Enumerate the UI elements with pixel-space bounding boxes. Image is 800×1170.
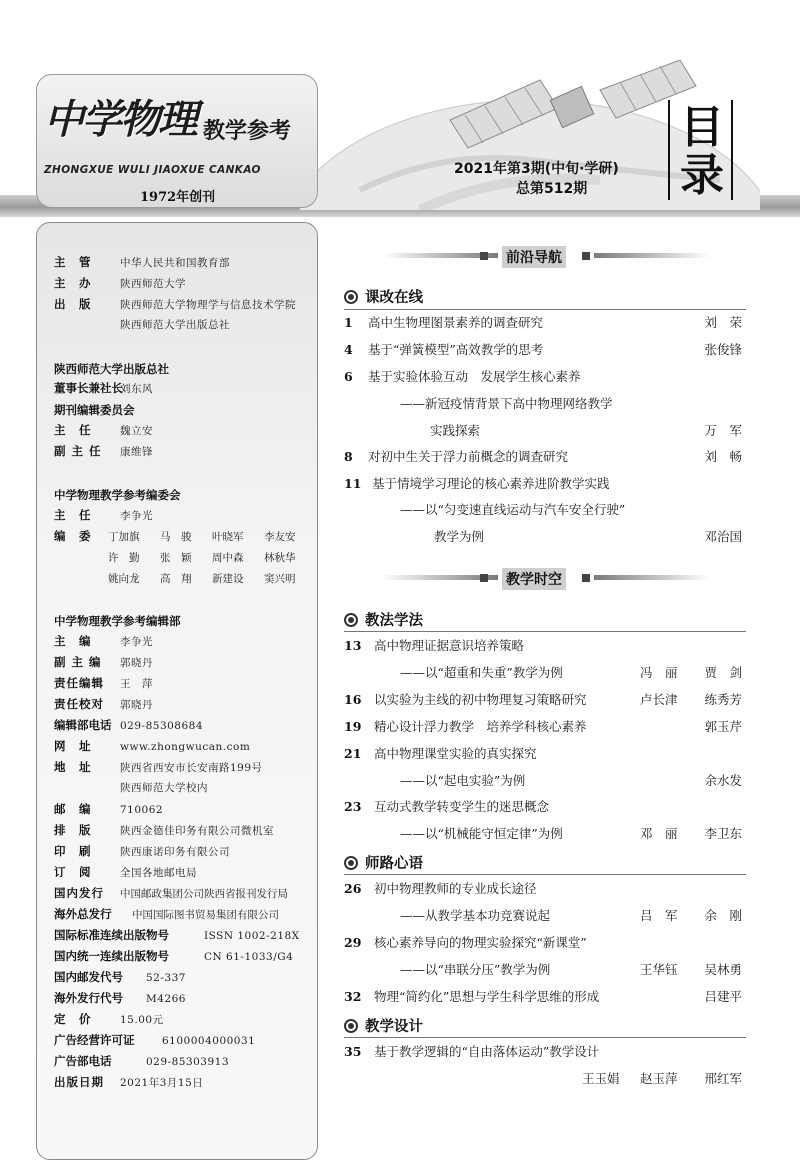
article-author: 郭玉芹 <box>704 719 742 734</box>
banner-square-left <box>480 574 488 582</box>
committee-members-row <box>108 571 316 586</box>
committee-heading: 中学物理教学参考编委会 <box>54 488 181 502</box>
toc-entry-subtitle <box>344 421 746 441</box>
masthead-row <box>54 781 208 795</box>
masthead-value: 郭晓丹 <box>120 657 153 669</box>
section-bullet-icon <box>344 856 358 870</box>
masthead-key: 出 版 <box>54 297 92 311</box>
banner-label: 教学时空 <box>502 568 566 590</box>
toc-title-rule-right <box>731 100 733 200</box>
masthead-key: 主 管 <box>54 255 92 269</box>
masthead-key: 主 办 <box>54 276 92 290</box>
toc-entry-subtitle <box>344 500 746 520</box>
member-name: 丁加旗 <box>108 531 140 543</box>
article-author: 邢红军 <box>704 1071 742 1086</box>
masthead-value: 029-85308684 <box>120 720 204 732</box>
toc-entry[interactable] <box>344 717 746 737</box>
masthead-row <box>54 1054 229 1069</box>
page-number: 6 <box>344 369 353 384</box>
masthead-key: 地 址 <box>54 760 92 774</box>
toc-title-char-1: 目 <box>680 102 724 153</box>
toc-entry-subtitle <box>344 771 746 791</box>
masthead-value: M4266 <box>146 993 186 1005</box>
article-author: 余水发 <box>704 773 742 788</box>
member-name: 张 颖 <box>160 552 192 564</box>
masthead-key: 编辑部电话 <box>54 718 112 732</box>
total-issue-number: 总第512期 <box>516 181 588 197</box>
member-name: 李友安 <box>264 531 296 543</box>
masthead-key: 国内邮发代号 <box>54 970 123 984</box>
article-author: 刘 荣 <box>704 315 742 330</box>
page-number: 23 <box>344 799 362 814</box>
masthead-value: 029-85303913 <box>146 1056 230 1068</box>
page-number: 8 <box>344 449 353 464</box>
article-title: 物理“简约化”思想与学生科学思维的形成 <box>374 989 600 1004</box>
toc-entry[interactable] <box>344 690 746 710</box>
section-divider <box>344 874 746 875</box>
article-author: 练秀芳 <box>704 692 742 707</box>
founded-year: 1972年创刊 <box>140 190 216 205</box>
toc-entry-subtitle <box>344 663 746 683</box>
article-author: 张俊锋 <box>704 342 742 357</box>
toc-entry-subtitle <box>344 960 746 980</box>
member-name: 许 勤 <box>108 552 140 564</box>
banner-label: 前沿导航 <box>502 246 566 268</box>
article-title: 基于情境学习理论的核心素养进阶教学实践 <box>372 476 610 491</box>
masthead-value: 52-337 <box>146 972 186 984</box>
masthead-value: 陕西师范大学物理学与信息技术学院 <box>120 299 296 311</box>
article-author: 冯 丽 <box>640 665 678 680</box>
masthead-row <box>54 655 153 670</box>
masthead-key: 国内发行 <box>54 886 104 900</box>
masthead-key: 海外总发行 <box>54 907 112 921</box>
masthead-value: CN 61-1033/G4 <box>204 951 294 963</box>
article-title: 互动式教学转变学生的迷思概念 <box>374 799 550 814</box>
masthead-row <box>54 739 250 754</box>
article-author: 吕建平 <box>704 989 742 1004</box>
article-author: 刘 畅 <box>704 449 742 464</box>
board-heading: 期刊编辑委员会 <box>54 403 135 417</box>
masthead-row <box>54 676 153 691</box>
section-heading <box>344 286 423 307</box>
article-author: 赵玉萍 <box>640 1071 678 1086</box>
masthead-value: 陕西师范大学出版总社 <box>120 319 230 331</box>
magazine-logo-title: 中学物理 <box>44 96 196 143</box>
section-bullet-icon <box>344 290 358 304</box>
article-author: 万 军 <box>704 423 742 438</box>
article-subtitle: ——以“超重和失重”教学为例 <box>400 665 563 680</box>
member-name: 新建设 <box>212 573 244 585</box>
banner-square-right <box>582 574 590 582</box>
page-number: 1 <box>344 315 353 330</box>
masthead-value: 康维锋 <box>120 446 153 458</box>
masthead-key: 主 任 <box>54 508 92 522</box>
page-number: 35 <box>344 1044 362 1059</box>
masthead-row <box>54 423 153 438</box>
publisher-heading: 陕西师范大学出版总社 <box>54 362 169 376</box>
toc-entry-subtitle <box>344 906 746 926</box>
toc-entry-subtitle <box>344 824 746 844</box>
article-title: 基于教学逻辑的“自由落体运动”教学设计 <box>374 1044 600 1059</box>
article-author: 余 刚 <box>704 908 742 923</box>
masthead-value: 陕西金德佳印务有限公司微机室 <box>120 825 274 837</box>
masthead-value: 6100004000031 <box>162 1035 256 1047</box>
article-title: 基于实验体验互动 发展学生核心素养 <box>368 369 581 384</box>
masthead-value: 陕西省西安市长安南路199号 <box>120 762 263 774</box>
toc-entry-subtitle <box>344 1069 746 1089</box>
masthead-key: 定 价 <box>54 1012 92 1026</box>
article-author: 邓 丽 <box>640 826 678 841</box>
banner-bar-right <box>594 575 710 580</box>
article-author: 吕 军 <box>640 908 678 923</box>
masthead-key: 主 任 <box>54 423 92 437</box>
article-subtitle: ——以“匀变速直线运动与汽车安全行驶” <box>400 502 626 517</box>
toc-entry[interactable] <box>344 340 746 360</box>
masthead-key: 国际标准连续出版物号 <box>54 928 169 942</box>
article-title: 精心设计浮力教学 培养学科核心素养 <box>374 719 587 734</box>
article-title: 基于“弹簧模型”高效教学的思考 <box>368 342 544 357</box>
committee-members-row <box>108 550 316 565</box>
editorial-dept-heading: 中学物理教学参考编辑部 <box>54 614 181 628</box>
masthead-row <box>54 718 203 733</box>
article-author: 贾 剑 <box>704 665 742 680</box>
article-subtitle: ——以“串联分压”教学为例 <box>400 962 551 977</box>
masthead-value: 刘东风 <box>120 383 153 395</box>
article-subtitle: ——以“起电实验”为例 <box>400 773 526 788</box>
toc-entry[interactable] <box>344 987 746 1007</box>
masthead-value: 中华人民共和国教育部 <box>120 257 230 269</box>
section-bullet-icon <box>344 1019 358 1033</box>
section-divider <box>344 631 746 632</box>
toc-entry[interactable] <box>344 797 746 817</box>
masthead-key: 责任编辑 <box>54 676 104 690</box>
masthead-value: 陕西康诺印务有限公司 <box>120 846 230 858</box>
page-number: 29 <box>344 935 362 950</box>
article-subtitle: 教学为例 <box>434 529 485 544</box>
masthead-row <box>54 697 153 712</box>
masthead-row <box>54 970 186 985</box>
toc-entry[interactable] <box>344 879 746 899</box>
member-name: 高 翔 <box>160 573 192 585</box>
masthead-row <box>54 949 293 964</box>
section-title: 教学设计 <box>365 1019 423 1035</box>
masthead-key: 国内统一连续出版物号 <box>54 949 169 963</box>
masthead-key: 主 编 <box>54 634 92 648</box>
page-number: 26 <box>344 881 362 896</box>
masthead-value: 李争光 <box>120 510 153 522</box>
page-number: 21 <box>344 746 362 761</box>
article-subtitle: 实践探索 <box>430 423 481 438</box>
article-author: 李卫东 <box>704 826 742 841</box>
masthead-value: 2021年3月15日 <box>120 1077 204 1089</box>
banner-square-left <box>480 252 488 260</box>
member-name: 姚向龙 <box>108 573 140 585</box>
section-heading <box>344 852 423 873</box>
banner-bar-right <box>594 253 710 258</box>
masthead-value: 李争光 <box>120 636 153 648</box>
article-subtitle: ——新冠疫情背景下高中物理网络教学 <box>400 396 613 411</box>
masthead-row <box>54 1075 203 1090</box>
masthead-key: 副 主 编 <box>54 655 102 669</box>
masthead-row <box>54 381 153 396</box>
masthead-key: 邮 编 <box>54 802 92 816</box>
masthead-key: 编 委 <box>54 529 92 543</box>
masthead-value: 郭晓丹 <box>120 699 153 711</box>
magazine-logo-subtitle: 教学参考 <box>203 119 292 144</box>
toc-entry[interactable] <box>344 474 746 494</box>
masthead-row <box>54 276 186 291</box>
toc-entry-subtitle <box>344 394 746 414</box>
article-title: 对初中生关于浮力前概念的调查研究 <box>368 449 569 464</box>
masthead-row <box>54 297 296 312</box>
masthead-row <box>54 1033 255 1048</box>
masthead-value: 魏立安 <box>120 425 153 437</box>
masthead-row <box>54 802 163 817</box>
masthead-row <box>54 823 274 838</box>
magazine-pinyin-name: ZHONGXUE WULI JIAOXUE CANKAO <box>44 164 261 176</box>
toc-entry-subtitle <box>344 527 746 547</box>
masthead-row <box>54 865 197 880</box>
masthead-row <box>54 1012 164 1027</box>
toc-entry[interactable] <box>344 636 746 656</box>
masthead-row <box>54 255 230 270</box>
article-title: 高中物理证据意识培养策略 <box>374 638 525 653</box>
toc-title <box>678 104 726 200</box>
article-title: 高中生物理图景素养的调查研究 <box>368 315 544 330</box>
section-title: 教法学法 <box>365 613 423 629</box>
masthead-key: 网 址 <box>54 739 92 753</box>
banner-square-right <box>582 252 590 260</box>
toc-title-char-2: 录 <box>680 150 724 201</box>
toc-entry[interactable] <box>344 367 746 387</box>
toc-entry[interactable] <box>344 933 746 953</box>
section-bullet-icon <box>344 613 358 627</box>
masthead-key: 副 主 任 <box>54 444 102 458</box>
committee-members-row <box>108 529 316 544</box>
masthead-row <box>54 634 153 649</box>
masthead-key: 广告经营许可证 <box>54 1033 135 1047</box>
article-subtitle: ——以“机械能守恒定律”为例 <box>400 826 563 841</box>
masthead-value: 王 萍 <box>120 678 153 690</box>
masthead-key: 订 阅 <box>54 865 92 879</box>
toc-entry[interactable] <box>344 1042 746 1062</box>
member-name: 林秋华 <box>264 552 296 564</box>
masthead-key: 出版日期 <box>54 1075 104 1089</box>
section-heading <box>344 609 423 630</box>
masthead-row <box>54 760 263 775</box>
banner-frontier <box>382 246 746 266</box>
banner-teaching <box>382 568 746 588</box>
article-title: 初中物理教师的专业成长途径 <box>374 881 537 896</box>
masthead-key: 海外发行代号 <box>54 991 123 1005</box>
masthead-value: 陕西师范大学校内 <box>120 782 208 794</box>
masthead-value: 全国各地邮电局 <box>120 867 197 879</box>
page-number: 32 <box>344 989 362 1004</box>
toc-entry[interactable] <box>344 313 746 333</box>
page-number: 16 <box>344 692 362 707</box>
masthead-row <box>54 928 300 943</box>
masthead-key: 广告部电话 <box>54 1054 112 1068</box>
masthead-key: 董事长兼社长 <box>54 381 123 395</box>
article-subtitle: ——从教学基本功竞赛说起 <box>400 908 551 923</box>
masthead-key: 印 刷 <box>54 844 92 858</box>
masthead-key: 排 版 <box>54 823 92 837</box>
masthead-row <box>54 907 279 922</box>
toc-entry[interactable] <box>344 447 746 467</box>
masthead-row <box>54 444 153 459</box>
masthead-row <box>54 886 288 901</box>
masthead-value: 中国邮政集团公司陕西省报刊发行局 <box>120 888 288 900</box>
issue-number: 2021年第3期(中旬·学研) <box>454 161 619 177</box>
masthead-value: 710062 <box>120 804 164 816</box>
section-heading <box>344 1015 423 1036</box>
article-author: 王玉娟 <box>582 1071 620 1086</box>
masthead-value: 陕西师范大学 <box>120 278 186 290</box>
page-number: 4 <box>344 342 353 357</box>
article-title: 以实验为主线的初中物理复习策略研究 <box>374 692 587 707</box>
masthead-row <box>54 318 230 332</box>
masthead-key: 责任校对 <box>54 697 104 711</box>
page-number: 11 <box>344 476 362 491</box>
website-value: www.zhongwucan.com <box>120 741 251 753</box>
member-name: 窦兴明 <box>264 573 296 585</box>
section-title: 课改在线 <box>365 290 423 306</box>
masthead-row <box>54 844 230 859</box>
section-divider <box>344 309 746 310</box>
masthead-value: ISSN 1002-218X <box>204 930 300 942</box>
article-author: 卢长津 <box>640 692 678 707</box>
article-author: 吴林勇 <box>704 962 742 977</box>
toc-entry[interactable] <box>344 744 746 764</box>
article-author: 王华钰 <box>640 962 678 977</box>
toc-title-rule-left <box>668 100 670 200</box>
masthead-row <box>54 508 153 523</box>
article-title: 核心素养导向的物理实验探究“新课堂” <box>374 935 587 950</box>
masthead-value: 15.00元 <box>120 1014 164 1026</box>
section-title: 师路心语 <box>365 856 423 872</box>
masthead-row <box>54 991 186 1006</box>
member-name: 叶晓军 <box>212 531 244 543</box>
article-author: 邓治国 <box>704 529 742 544</box>
member-name: 周中森 <box>212 552 244 564</box>
page-number: 19 <box>344 719 362 734</box>
section-divider <box>344 1037 746 1038</box>
page-number: 13 <box>344 638 362 653</box>
article-title: 高中物理课堂实验的真实探究 <box>374 746 537 761</box>
masthead-value: 中国国际图书贸易集团有限公司 <box>132 909 279 921</box>
member-name: 马 骏 <box>160 531 192 543</box>
